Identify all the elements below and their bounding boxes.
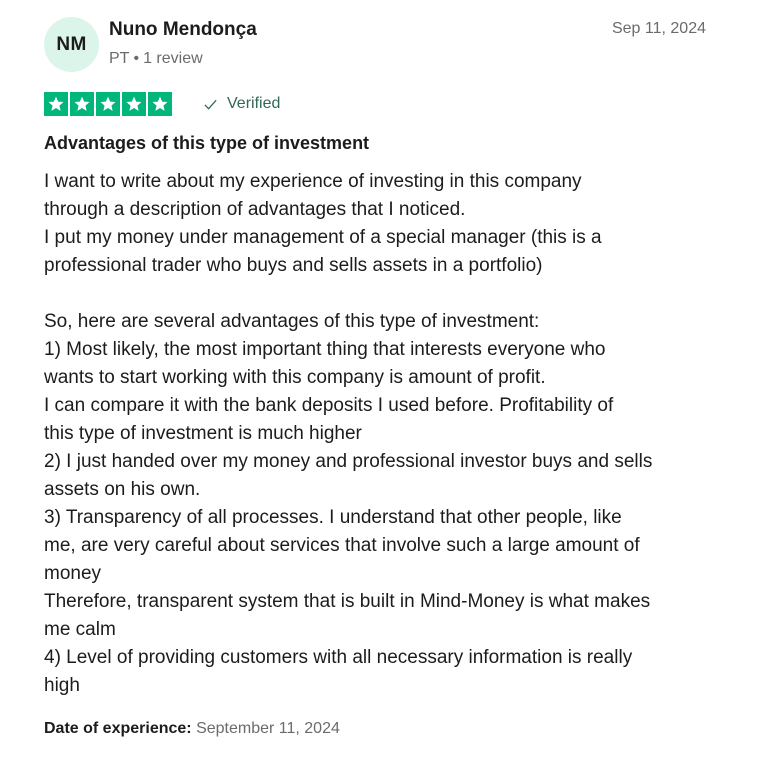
- review-body-line: I can compare it with the bank deposits I used before. Profitability of: [44, 395, 614, 416]
- review-body-line: money: [44, 563, 102, 584]
- reviewer-meta: [109, 50, 203, 68]
- verified-badge[interactable]: [203, 95, 280, 113]
- review-body-line: wants to start working with this company is amount of profit.: [44, 367, 546, 388]
- star-icon: [70, 92, 94, 116]
- star-icon: [44, 92, 68, 116]
- review-body-line: 1) Most likely, the most important thing that interests everyone who: [44, 339, 606, 360]
- verified-label: Verified: [227, 95, 281, 112]
- star-icon: [148, 92, 172, 116]
- review-body-line: this type of investment is much higher: [44, 423, 362, 444]
- review-body-line: I want to write about my experience of investing in this company: [44, 171, 582, 192]
- checkmark-icon: [203, 97, 218, 112]
- review-title[interactable]: Advantages of this type of investment: [44, 133, 370, 153]
- reviewer-country: PT: [109, 50, 130, 67]
- review-body-line: Therefore, transparent system that is built in Mind-Money is what makes: [44, 591, 651, 612]
- review-body-line: high: [44, 675, 80, 696]
- experience-date: September 11, 2024: [196, 720, 340, 737]
- review-body: [44, 168, 734, 700]
- review-body-line: assets on his own.: [44, 479, 201, 500]
- review-body-line: I put my money under management of a special manager (this is a: [44, 227, 602, 248]
- review-body-line: me, are very careful about services that involve such a large amount of: [44, 535, 640, 556]
- star-icon: [122, 92, 146, 116]
- date-of-experience: [44, 720, 340, 738]
- star-rating: [44, 92, 172, 116]
- reviewer-name[interactable]: Nuno Mendonça: [109, 19, 257, 40]
- experience-label: Date of experience:: [44, 720, 192, 737]
- review-body-line: 3) Transparency of all processes. I understand that other people, like: [44, 507, 622, 528]
- avatar[interactable]: NM: [44, 17, 99, 72]
- review-body-line: 4) Level of providing customers with all necessary information is really: [44, 647, 633, 668]
- review-date: Sep 11, 2024: [611, 20, 706, 37]
- meta-separator: •: [133, 50, 140, 67]
- reviewer-review-count[interactable]: 1 review: [143, 50, 203, 67]
- review-body-blank-line: [44, 280, 734, 308]
- review-body-line: through a description of advantages that I noticed.: [44, 199, 466, 220]
- star-icon: [96, 92, 120, 116]
- review-body-line: me calm: [44, 619, 116, 640]
- review-body-line: So, here are several advantages of this type of investment:: [44, 311, 540, 332]
- review-body-line: 2) I just handed over my money and professional investor buys and sells: [44, 451, 653, 472]
- review-body-line: professional trader who buys and sells assets in a portfolio): [44, 255, 543, 276]
